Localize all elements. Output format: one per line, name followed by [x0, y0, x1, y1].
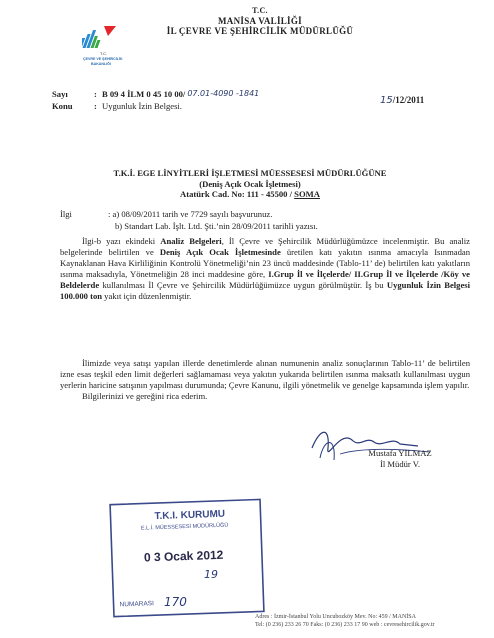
ilgi-a: : a) 08/09/2011 tarih ve 7729 sayılı başvurunuz.	[108, 209, 273, 219]
ilgi-label: İlgi	[60, 209, 72, 219]
sayi-value: B 09 4 İLM 0 45 10 00/	[102, 89, 186, 99]
stamp-number-value: 170	[164, 595, 187, 609]
signer-title: İl Müdür V.	[379, 459, 421, 469]
addressee-city: SOMA	[294, 189, 320, 199]
paragraph-2-body: İlimizde veya satışı yapılan illerde denetimlerde alınan numunenin analiz sonuçlarının Tablo-11’ de belirtilen izne esas teşkil eden limit değerleri sağlamaması veya yakıtın yukarıda belirtilen ısınma maksatlı kullanılması uygun yerlerin haricine satışının yapılması durumunda; Çevre Kanunu, ilgili yönetmelik ve genelge kapsamında işlem yapılır.	[60, 358, 470, 390]
governorship-title: MANİSA VALİLİĞİ	[218, 16, 302, 26]
logo-text-2: ÇEVRE VE ŞEHİRCİLİK	[83, 57, 123, 61]
stamp-number-label: NUMARASI	[119, 600, 155, 609]
date-handwritten-day: 15	[380, 95, 393, 106]
addressee-line-2: (Deniş Açık Ocak İşletmesi)	[199, 178, 301, 189]
stamp-line-2: E.L.İ. MÜESSESESİ MÜDÜRLÜĞÜ	[140, 522, 229, 532]
addressee-line-1: T.K.İ. EGE LİNYİTLERİ İŞLETMESİ MÜESSESESİ MÜDÜRLÜĞÜNE	[113, 168, 387, 178]
sayi-label: Sayı	[52, 89, 68, 99]
addressee-line-3	[60, 189, 440, 200]
tc-label: T.C.	[252, 6, 268, 15]
footer-address	[255, 613, 485, 629]
letterhead	[120, 6, 400, 36]
stamp-date: 0 3 Ocak 2012	[143, 547, 224, 565]
footer-line-2: Tel: (0 236) 233 26 70 Faks: (0 236) 233 17 90 web : cevresehircilik.gov.tr	[255, 622, 435, 628]
addressee-street: Atatürk Cad. No: 111 - 45500 /	[180, 189, 295, 199]
konu-label: Konu	[52, 101, 73, 111]
sayi-row: Sayı : B 09 4 İLM 0 45 10 00/ 07.01-4090 -1841	[52, 89, 260, 99]
logo-text-3: BAKANLIĞI	[91, 62, 111, 66]
stamp-line-1: T.K.I. KURUMU	[154, 508, 226, 523]
bleed-through-mark	[458, 40, 494, 130]
date-printed: /12/2011	[392, 95, 425, 105]
ilgi-row-a	[60, 208, 460, 220]
logo-text-1: T.C.	[100, 51, 108, 56]
signer-name: Mustafa YILMAZ	[368, 448, 432, 458]
paragraph-2	[60, 358, 470, 402]
konu-value: Uygunluk İzin Belgesi.	[102, 101, 182, 111]
letter-date	[380, 95, 424, 106]
ilgi-row-b	[60, 220, 460, 232]
closing-line: Bilgilerinizi ve gereğini rica ederim.	[82, 391, 208, 401]
sayi-handwritten: 07.01-4090 -1841	[187, 89, 260, 98]
paragraph-1: İlgi-b yazı ekindeki Analiz Belgeleri, İl Çevre ve Şehircilik Müdürlüğümüzce incelenmiştir. Bu analiz belgelerinde belirtilen ve Deniş Açık Ocak İşletmesinde üretilen katı yakıtın ısınma amacıyla Isınmadan Kaynaklanan Hava Kirliliğinin Kontrolü Yönetmeliği’nin 23 üncü maddesinde (Tablo-11’ de) belirtilen katı yakıtların ısınma maksadıyla, Yönetmeliğin 28 inci maddesine göre, I.Grup İl ve İlçelerde/ II.Grup İl ve İlçelerde /Köy ve Beldelerde kullanılması İl Çevre ve Şehircilik Müdürlüğümüzce uygun görülmüştür. İş bu Uygunluk İzin Belgesi 100.000 ton yakıt için düzenlenmiştir.	[60, 236, 471, 301]
addressee-block	[60, 168, 440, 200]
footer-line-1: Adres : İzmir-İstanbul Yolu Uncubozköy Mev. No: 459 / MANİSA	[255, 614, 416, 620]
stamp-hand-note: 19	[204, 568, 218, 581]
directorate-title: İL ÇEVRE VE ŞEHİRCİLİK MÜDÜRLÜĞÜ	[166, 26, 354, 36]
receipt-stamp	[108, 498, 268, 618]
signer-block	[340, 448, 460, 470]
ilgi-block	[60, 208, 460, 232]
ilgi-b: b) Standart Lab. İşlt. Ltd. Şti.’nin 28/09/2011 tarihli yazısı.	[115, 221, 318, 231]
konu-row: Konu : Uygunluk İzin Belgesi.	[52, 101, 182, 111]
